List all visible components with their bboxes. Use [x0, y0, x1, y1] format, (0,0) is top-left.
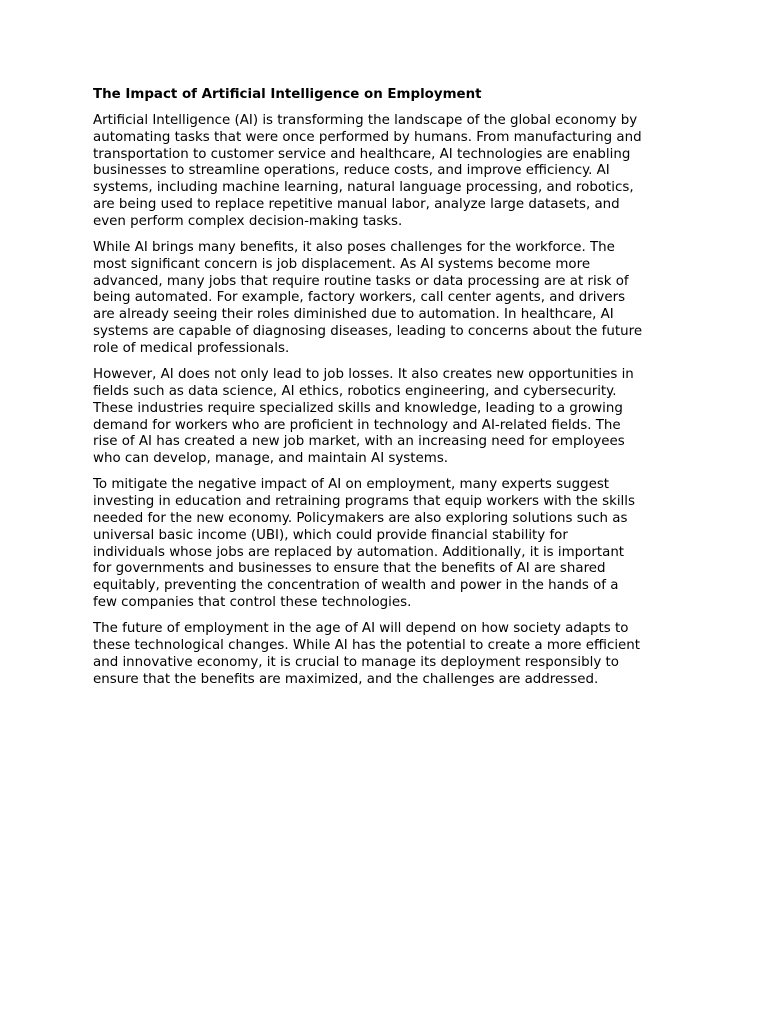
- paragraph-line: these technological changes. While AI has the potential to create a more efficient: [93, 638, 641, 654]
- document-title: The Impact of Artificial Intelligence on Employment: [93, 87, 482, 102]
- paragraph-line: systems, including machine learning, natural language processing, and robotics,: [93, 180, 634, 196]
- paragraph-line: fields such as data science, AI ethics, robotics engineering, and cybersecurity.: [93, 383, 617, 399]
- paragraph-line: are being used to replace repetitive manual labor, analyze large datasets, and: [93, 196, 620, 212]
- paragraph-line: equitably, preventing the concentration of wealth and power in the hands of a: [93, 578, 619, 594]
- paragraph-line: automating tasks that were once performed by humans. From manufacturing and: [93, 129, 642, 145]
- document-page: [93, 86, 683, 698]
- paragraph-3: [93, 367, 683, 468]
- paragraph-line: advanced, many jobs that require routine tasks or data processing are at risk of: [93, 273, 629, 289]
- paragraph-line: To mitigate the negative impact of AI on employment, many experts suggest: [93, 477, 610, 493]
- paragraph-line: universal basic income (UBI), which could provide financial stability for: [93, 527, 568, 543]
- paragraph-5: [93, 621, 683, 688]
- paragraph-line: While AI brings many benefits, it also poses challenges for the workforce. The: [93, 240, 615, 256]
- paragraph-line: Artificial Intelligence (AI) is transforming the landscape of the global economy by: [93, 113, 638, 128]
- paragraph-line: role of medical professionals.: [93, 340, 290, 356]
- paragraph-line: are already seeing their roles diminished due to automation. In healthcare, AI: [93, 307, 614, 323]
- paragraph-line: investing in education and retraining programs that equip workers with the skills: [93, 494, 635, 510]
- document-body: [93, 113, 683, 689]
- paragraph-line: even perform complex decision-making tasks.: [93, 213, 403, 229]
- paragraph-line: transportation to customer service and healthcare, AI technologies are enabling: [93, 146, 631, 162]
- paragraph-line: demand for workers who are proficient in technology and AI-related fields. The: [93, 417, 621, 433]
- paragraph-line: These industries require specialized skills and knowledge, leading to a growing: [93, 400, 623, 416]
- paragraph-line: needed for the new economy. Policymakers are also exploring solutions such as: [93, 511, 628, 527]
- paragraph-1: [93, 113, 683, 231]
- paragraph-4: [93, 477, 683, 611]
- paragraph-line: being automated. For example, factory workers, call center agents, and drivers: [93, 290, 626, 306]
- paragraph-line: systems are capable of diagnosing diseases, leading to concerns about the future: [93, 324, 643, 340]
- paragraph-line: who can develop, manage, and maintain AI systems.: [93, 451, 449, 467]
- paragraph-line: The future of employment in the age of AI will depend on how society adapts to: [93, 621, 629, 637]
- paragraph-line: businesses to streamline operations, reduce costs, and improve efficiency. AI: [93, 163, 610, 179]
- paragraph-line: and innovative economy, it is crucial to manage its deployment responsibly to: [93, 654, 619, 670]
- paragraph-line: rise of AI has created a new job market, with an increasing need for employees: [93, 434, 625, 450]
- paragraph-line: ensure that the benefits are maximized, and the challenges are addressed.: [93, 671, 599, 687]
- paragraph-line: most significant concern is job displacement. As AI systems become more: [93, 256, 591, 272]
- paragraph-line: for governments and businesses to ensure that the benefits of AI are shared: [93, 561, 606, 577]
- paragraph-2: [93, 240, 683, 358]
- paragraph-line: However, AI does not only lead to job losses. It also creates new opportunities in: [93, 367, 634, 383]
- paragraph-line: individuals whose jobs are replaced by automation. Additionally, it is important: [93, 544, 625, 560]
- paragraph-line: few companies that control these technologies.: [93, 595, 412, 611]
